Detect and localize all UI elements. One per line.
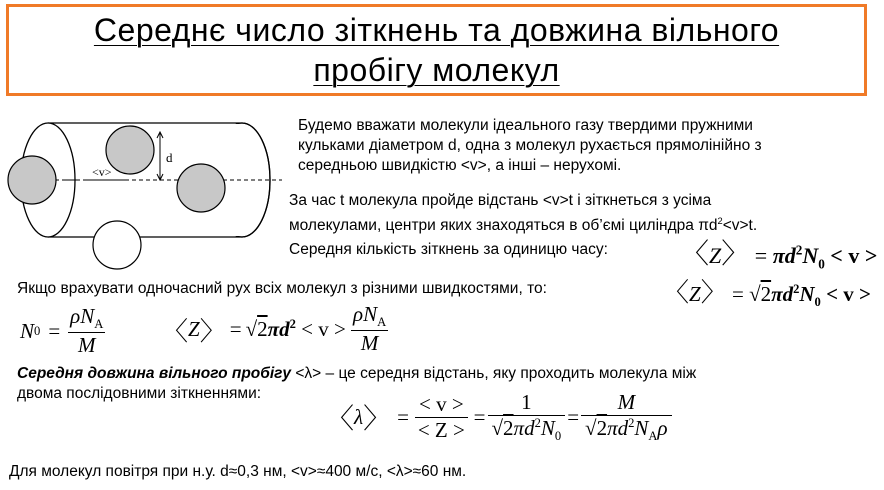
title-box [6,4,867,96]
formula-collisions: 〈Z〉 = $\pi d^2N_0 < v$ > [681,239,878,272]
free-path-term: Середня довжина вільного пробігу [17,365,292,382]
title-line-2: пробігу молекул [313,52,560,88]
formula-z-density: 〈 Z 〉 = √ 2 $\pi d^2$ < v > $\rho N_A$ M [162,302,387,356]
formula-n0: N 0 = $\rho N_A$ M [20,304,104,358]
intro-line-3: середньою швидкістю <v>, а інші – нерухомі. [298,157,622,174]
path-line-1: За час t молекула пройде відстань <v>t і зіткнеться з усіма [289,192,712,209]
molecule [106,126,154,174]
footer-note: Для молекул повітря при н.у. d≈0,3 нм, <v>≈400 м/с, <λ>≈60 нм. [9,463,467,480]
path-line-3: Середня кількість зіткнень за одиницю часу: [289,241,608,259]
molecule [177,164,225,212]
intro-line-2: кульками діаметром d, одна з молекул рухається прямолінійно з [298,137,762,154]
label-v: <v> [92,165,112,179]
label-d: d [166,150,173,165]
formula-collisions-real: 〈Z〉 = $√2\pi d^2N_0 < v$ > [663,278,872,310]
path-line-2: молекулами, центри яких знаходяться в об’ємі циліндра $\pi d^2<v>t$. [289,216,758,235]
free-path-paragraph: Середня довжина вільного пробігу <λ> – це середня відстань, яку проходить молекула між двома послідовними зіткненнями: [17,365,697,402]
free-path-line-2: двома послідовними зіткненнями: [17,385,262,402]
moving-molecule [8,156,56,204]
intro-line-1: Будемо вважати молекули ідеального газу твердими пружними [298,117,753,134]
real-motion-text: Якщо врахувати одночасний рух всіх молекул з різними швидкостями, то: [17,280,547,297]
intro-paragraph [298,116,762,176]
molecule [93,221,141,269]
cylinder-diagram [0,110,290,270]
formula-free-path: 〈 λ 〉 = $\frac{< v >}{< Z >}$ = $\frac{1}{√2\pi d^2N_0}$ = M $√2\pi d^2N_A\rho$ [326,390,668,444]
title-line-1: Середнє число зіткнень та довжина вільного [93,12,780,48]
